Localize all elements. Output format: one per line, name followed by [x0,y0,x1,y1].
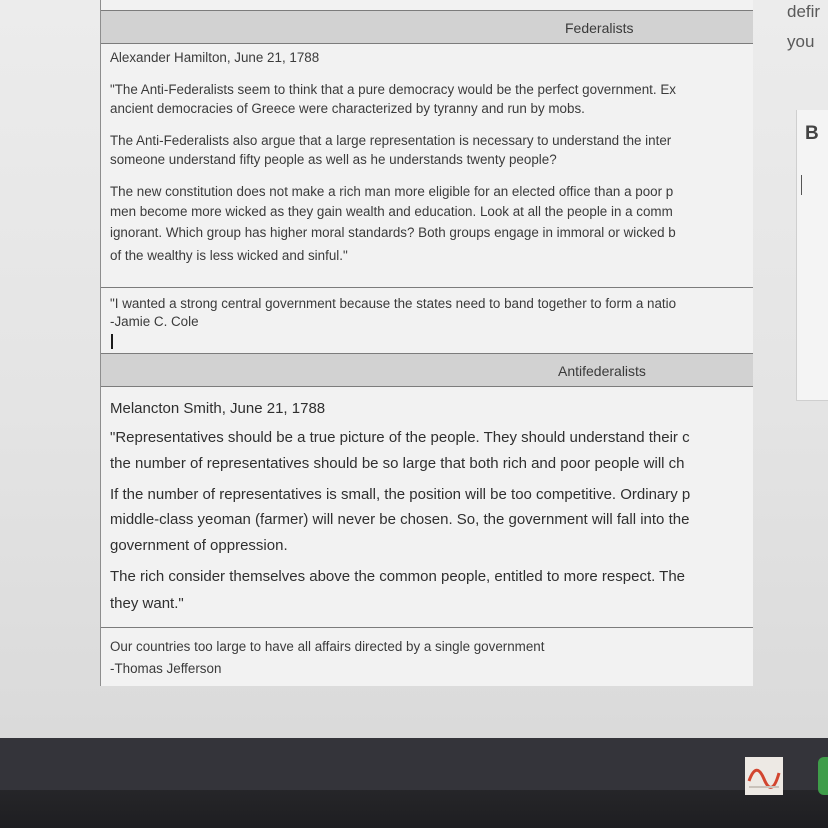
anti-p2-line3: government of oppression. [110,537,288,554]
fed-p2-line1: The Anti-Federalists also argue that a large representation is necessary to understand the inter [110,133,672,148]
app-icon[interactable] [745,757,783,795]
text-cursor [111,334,113,349]
divider [101,287,753,288]
fed-p1-line1: "The Anti-Federalists seem to think that a pure democracy would be the perfect government. Ex [110,82,676,97]
side-text-line1: defir [787,2,821,21]
federalists-header-row [101,10,753,44]
taskbar-strip [0,738,828,790]
anti-response-line2: -Thomas Jefferson [110,661,222,676]
antifederalists-header-row [101,353,753,387]
anti-author: Melancton Smith, June 21, 1788 [110,400,326,417]
federalists-header: Federalists [565,20,634,36]
fed-response-line2: -Jamie C. Cole [110,314,199,329]
anti-p1-line2: the number of representatives should be so large that both rich and poor people will ch [110,455,685,472]
fed-p3-line2: men become more wicked as they gain wealth and education. Look at all the people in a comm [110,204,673,219]
fed-p3-line1: The new constitution does not make a rich man more eligible for an elected office than a poor p [110,184,674,199]
fed-p3-line4: of the wealthy is less wicked and sinful." [110,248,348,263]
antifederalists-header: Antifederalists [558,363,646,379]
fed-p2-line2: someone understand fifty people as well as he understands twenty people? [110,152,557,167]
format-toolbar-panel [796,110,828,401]
federalists-author: Alexander Hamilton, June 21, 1788 [110,50,320,65]
wave-icon [745,757,783,795]
fed-response-line1: "I wanted a strong central government because the states need to band together to form a natio [110,296,677,311]
side-text-line2: you [787,32,815,51]
chrome-icon[interactable] [818,757,828,795]
anti-response-line1: Our countries too large to have all affairs directed by a single government [110,639,545,654]
fed-p3-line3: ignorant. Which group has higher moral standards? Both groups engage in immoral or wicked b [110,225,676,240]
anti-p3-line2: they want." [110,595,184,612]
bold-button[interactable]: B [805,123,819,144]
anti-p2-line1: If the number of representatives is small, the position will be too competitive. Ordinary p [110,486,691,503]
document-table [100,0,753,686]
fed-p1-line2: ancient democracies of Greece were characterized by tyranny and run by mobs. [110,101,585,116]
toolbar-separator [801,175,802,195]
anti-p2-line2: middle-class yeoman (farmer) will never be chosen. So, the government will fall into the [110,511,690,528]
anti-p3-line1: The rich consider themselves above the common people, entitled to more respect. The [110,568,686,585]
divider [101,627,753,628]
anti-p1-line1: "Representatives should be a true picture of the people. They should understand their c [110,429,690,446]
